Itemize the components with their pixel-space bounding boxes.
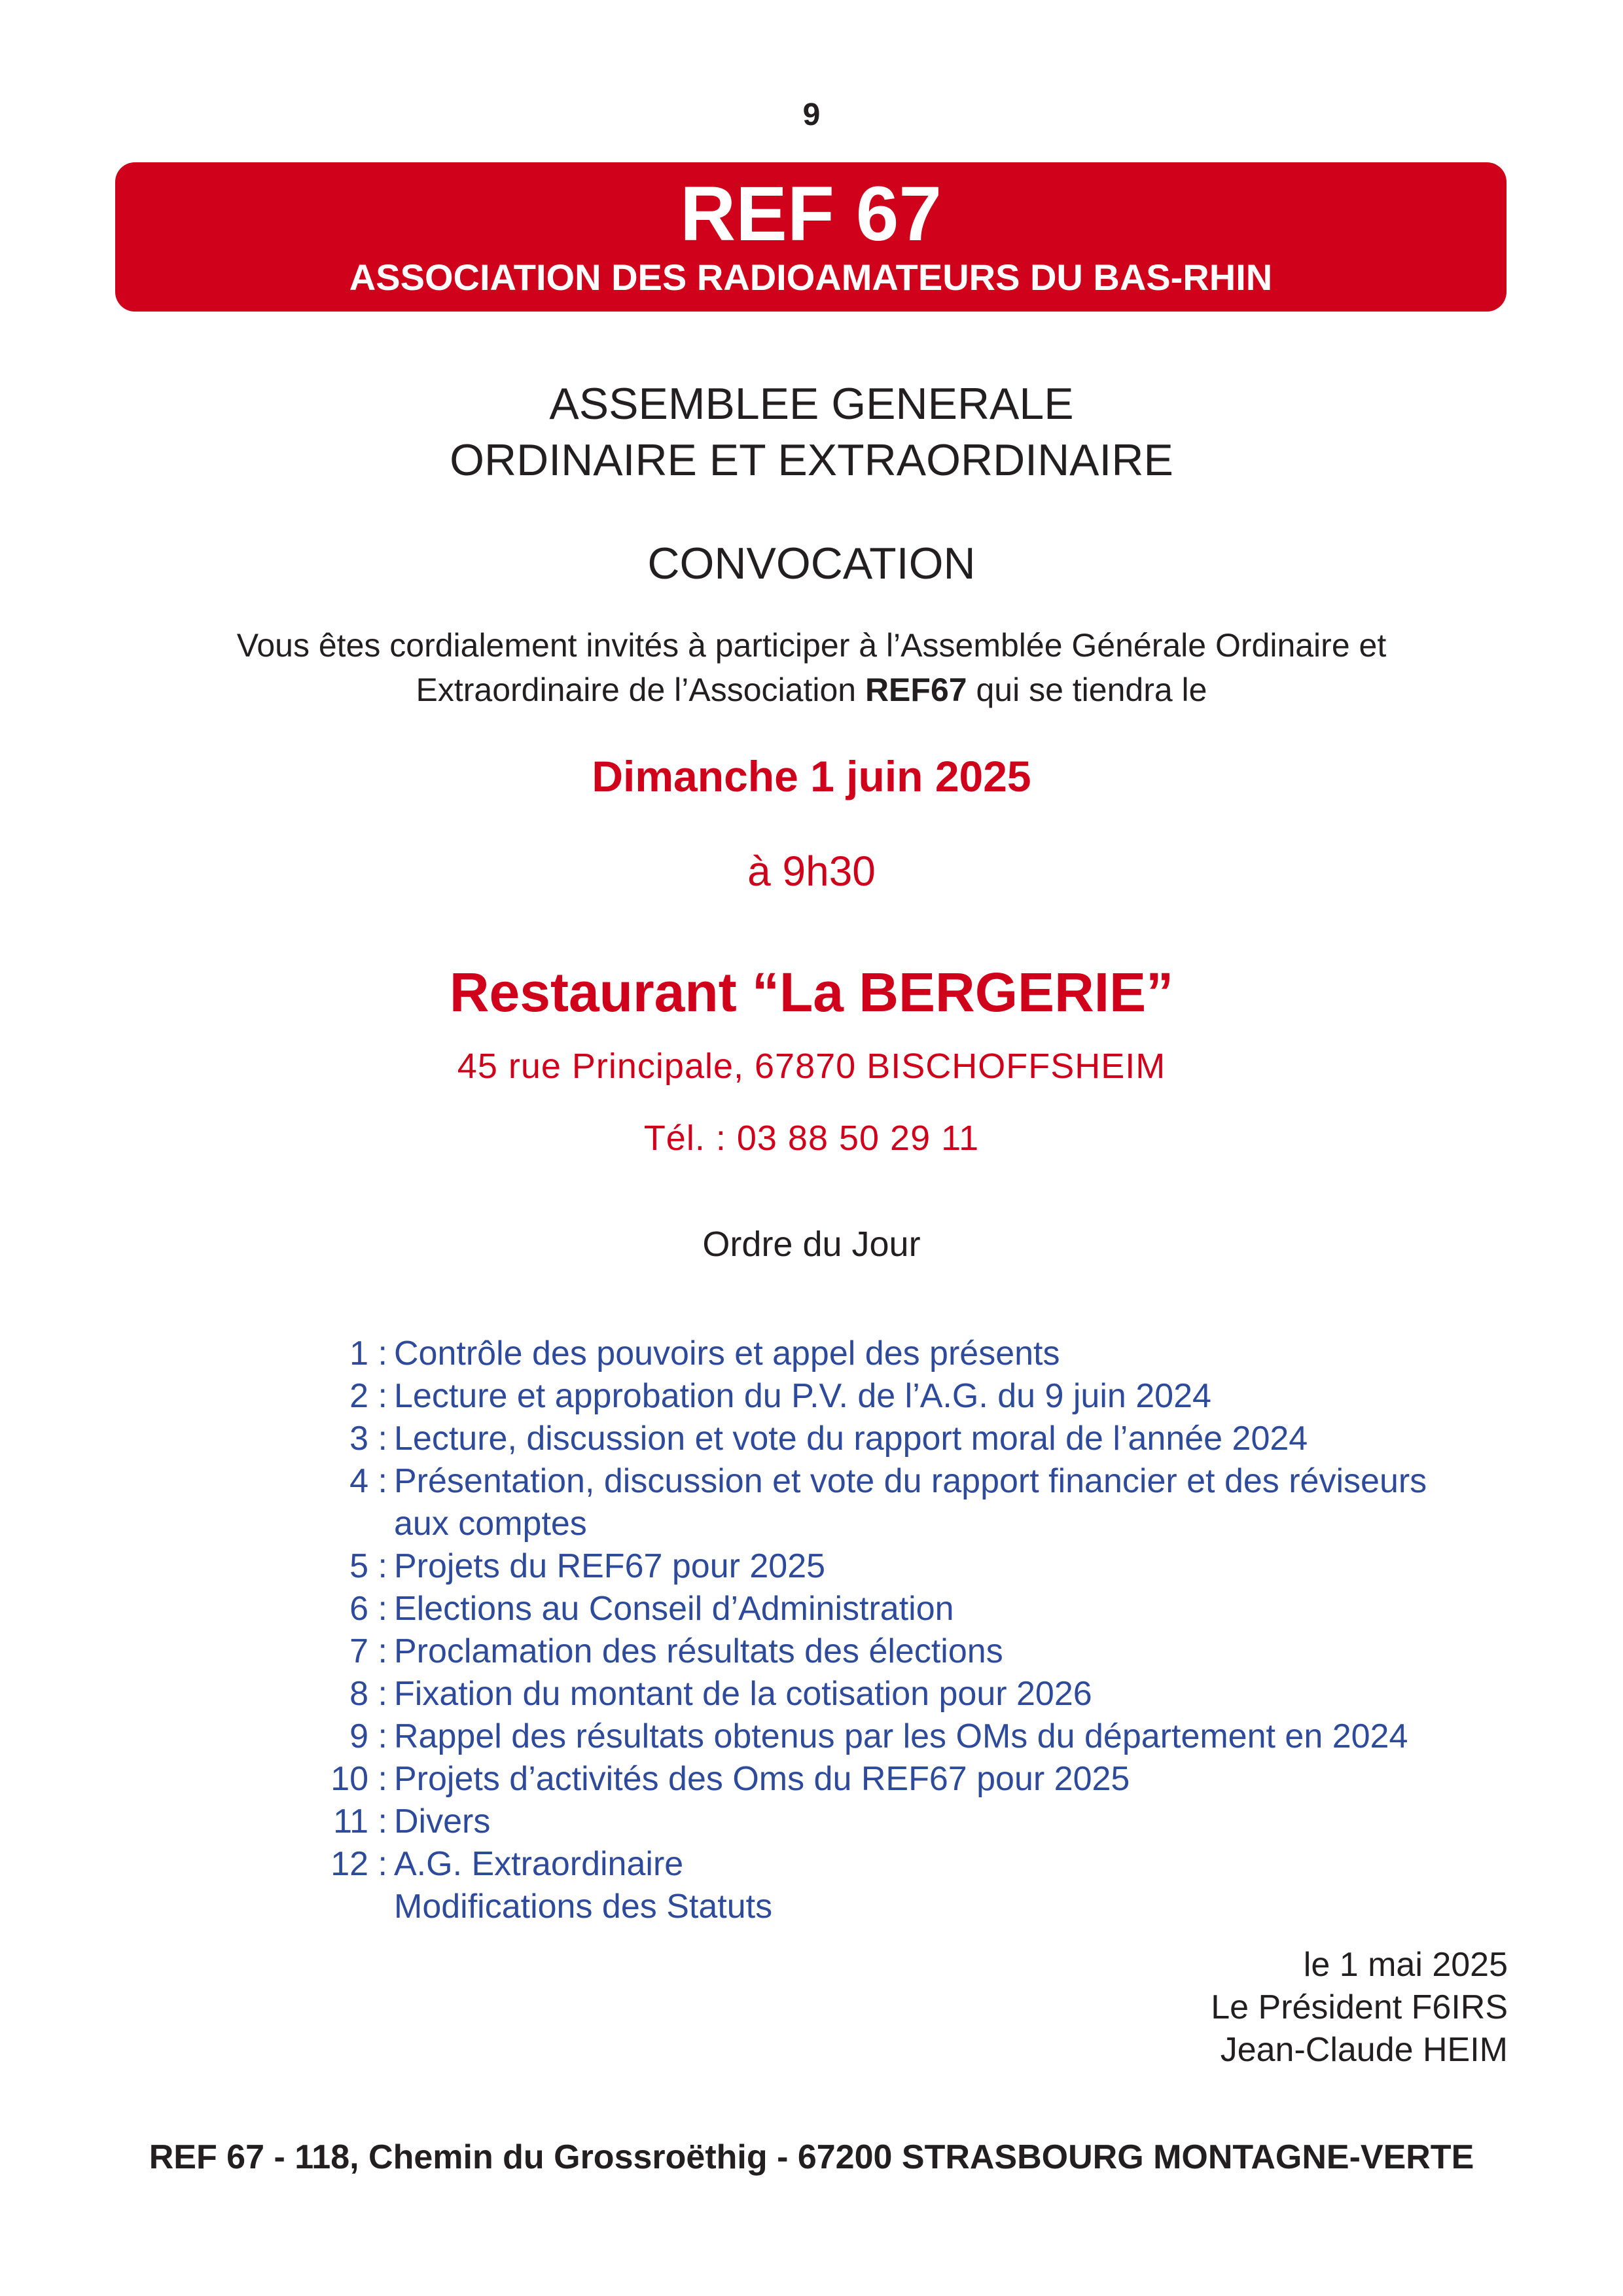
agenda-item-text: Projets du REF67 pour 2025 [394,1547,826,1585]
agenda-item-text: Lecture, discussion et vote du rapport moral de l’année 2024 [394,1420,1308,1458]
agenda-item-number: 8 : [349,1675,387,1713]
page-number: 9 [802,98,821,132]
agenda-item-text: Projets d’activités des Oms du REF67 pour 2025 [394,1760,1130,1798]
agenda-item-text: Fixation du montant de la cotisation pour 2026 [394,1675,1092,1713]
signature-block [1211,1944,1508,2072]
agenda-item-number: 2 : [349,1377,387,1415]
agenda-item [321,1418,1499,1460]
agenda-item [321,1801,1499,1843]
agenda-item [321,1630,1499,1673]
agenda-item-number: 12 : [330,1845,387,1883]
agenda-item-text: Présentation, discussion et vote du rapport financier et des réviseurs [394,1462,1427,1500]
agenda-item-text-continued: Modifications des Statuts [394,1888,773,1926]
agenda-item-number: 4 : [349,1462,387,1500]
signature-date: le 1 mai 2025 [1303,1946,1508,1984]
agenda-list [321,1333,1499,1928]
convocation-heading: CONVOCATION [647,539,976,588]
intro-line1: Vous êtes cordialement invités à participer à l’Assemblée Générale Ordinaire et [236,627,1387,664]
agenda-item [321,1843,1499,1928]
meeting-time: à 9h30 [747,848,876,895]
agenda-title: Ordre du Jour [702,1225,921,1264]
agenda-item-number: 11 : [333,1803,387,1840]
agenda-item-number: 9 : [349,1717,387,1755]
intro-line2 [0,668,1623,712]
meeting-title-line1: ASSEMBLEE GENERALE [549,379,1074,429]
agenda-item [321,1588,1499,1630]
agenda-item [321,1333,1499,1375]
agenda-item [321,1545,1499,1588]
agenda-item-text: Contrôle des pouvoirs et appel des présents [394,1335,1060,1372]
agenda-item [321,1715,1499,1758]
agenda-item [321,1673,1499,1715]
agenda-item-text: Elections au Conseil d’Administration [394,1590,954,1628]
agenda-item-number: 1 : [349,1335,387,1372]
agenda-item-text-continued: aux comptes [394,1505,587,1543]
agenda-item [321,1460,1499,1545]
header-title: REF 67 [679,171,942,257]
intro-paragraph [0,623,1623,712]
intro-line2-before: Extraordinaire de l’Association [416,672,865,708]
header-banner [115,162,1507,312]
signature-role: Le Président F6IRS [1211,1988,1508,2026]
agenda-item [321,1375,1499,1418]
agenda-item-number: 5 : [349,1547,387,1585]
agenda-item-number: 6 : [349,1590,387,1628]
agenda-item-number: 7 : [349,1632,387,1670]
intro-association-name: REF67 [865,672,967,708]
venue-name: Restaurant “La BERGERIE” [449,961,1174,1023]
venue-address: 45 rue Principale, 67870 BISCHOFFSHEIM [457,1047,1166,1086]
header-subtitle: ASSOCIATION DES RADIOAMATEURS DU BAS-RHIN [349,257,1273,298]
footer-address: REF 67 - 118, Chemin du Grossroëthig - 67200 STRASBOURG MONTAGNE-VERTE [149,2138,1474,2176]
agenda-item-number: 3 : [349,1420,387,1458]
venue-phone: Tél. : 03 88 50 29 11 [643,1119,980,1158]
agenda-item-text: Lecture et approbation du P.V. de l’A.G. du 9 juin 2024 [394,1377,1211,1415]
agenda-item-text: Proclamation des résultats des élections [394,1632,1003,1670]
agenda-item [321,1758,1499,1801]
meeting-title-line2: ORDINAIRE ET EXTRAORDINAIRE [450,435,1173,485]
agenda-item-text: A.G. Extraordinaire [394,1845,684,1883]
intro-line2-after: qui se tiendra le [967,672,1207,708]
meeting-title [0,376,1623,488]
meeting-date: Dimanche 1 juin 2025 [592,752,1031,800]
agenda-item-number: 10 : [330,1760,387,1798]
agenda-item-text: Divers [394,1803,491,1840]
agenda-item-text: Rappel des résultats obtenus par les OMs du département en 2024 [394,1717,1408,1755]
signature-name: Jean-Claude HEIM [1220,2031,1508,2069]
